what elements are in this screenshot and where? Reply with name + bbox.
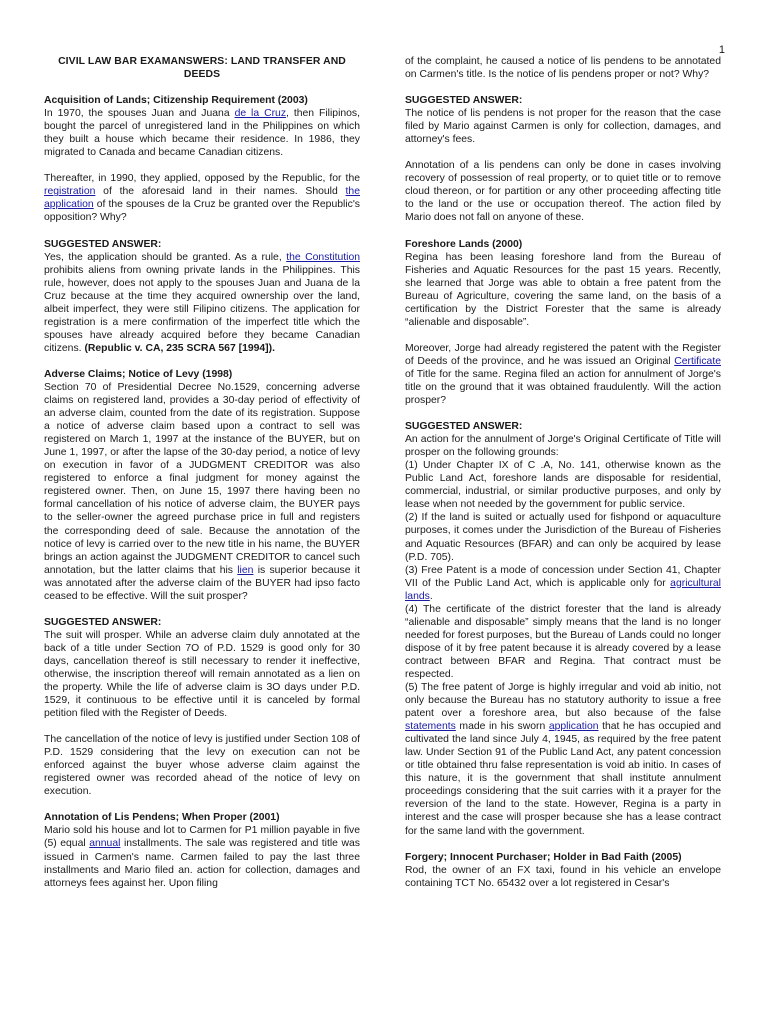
link-de-la-cruz[interactable]: de la Cruz bbox=[234, 108, 287, 120]
link-certificate[interactable]: Certificate bbox=[674, 355, 721, 367]
list-item: (3) Free Patent is a mode of concession under Section 41, Chapter VII of the Public Land Act, which is applicable only for agricultural lands. bbox=[405, 564, 721, 602]
link-statements[interactable]: statements bbox=[405, 721, 456, 733]
paragraph: In 1970, the spouses Juan and Juana de la Cruz, then Filipinos, bought the parcel of unregistered land in the Philippines on which they built a house which became their residence. In 1986, they migrated to Canada and became Canadian citizens. bbox=[44, 108, 361, 159]
paragraph: Moreover, Jorge had already registered the patent with the Register of Deeds of the province, and he was issued an Original Certificate of Title for the same. Regina filed an action for annulment of Jorge's title on the ground that it was obtained fraudulently. Will the action prosper? bbox=[405, 342, 721, 407]
answer-paragraph: The suit will prosper. While an adverse claim duly annotated at the back of a title under Section 7O of P.D. 1529 is good only for 30 days, cancellation thereof is still necessary to render it ineffective, otherwise, the inscription thereof will remain annotated as a lien on the property. While the life of adverse claim is 3O days under P.D. 1529, it continuous to be effective until it is canceled by formal petition filed with the Register of Deeds. bbox=[44, 629, 360, 720]
paragraph: Mario sold his house and lot to Carmen for P1 million payable in five (5) equal annual installments. The sale was registered and title was issued in Carmen's name. Carmen failed to pay the last three installments and Mario filed an. action for collection, damages and attorneys fees against her. Upon filing bbox=[44, 825, 360, 889]
answer-paragraph: Annotation of a lis pendens can only be done in cases involving recovery of possession of real property, or to quiet title or to remove cloud thereon, or for partition or any other proceeding affecting title to the land or the use or occupation thereof. The action filed by Mario does not fall on anyone of these. bbox=[405, 160, 721, 224]
suggested-answer-heading: SUGGESTED ANSWER: bbox=[44, 616, 162, 628]
section-heading-lis-pendens: Annotation of Lis Pendens; When Proper (2001) bbox=[44, 812, 280, 824]
section-heading-acquisition: Acquisition of Lands; Citizenship Requirement (2003) bbox=[44, 95, 308, 107]
page-number: 1 bbox=[718, 44, 725, 56]
list-item: (4) The certificate of the district forester that the land is already “alienable and disposable” simply means that the land is no longer needed for forest purposes, but the Bureau of Lands could no longer dispose of it by free patent because it is already covered by a lease contract between BFAR and Regina. That contract must be respected. bbox=[405, 603, 721, 680]
section-heading-adverse-claims: Adverse Claims; Notice of Levy (1998) bbox=[44, 368, 233, 380]
section-heading-foreshore-lands: Foreshore Lands (2000) bbox=[405, 238, 523, 250]
link-agricultural-lands[interactable]: agricultural lands bbox=[405, 577, 721, 602]
paragraph: Rod, the owner of an FX taxi, found in his vehicle an envelope containing TCT No. 65432 over a lot registered in Cesar's bbox=[405, 864, 721, 889]
link-annual[interactable]: annual bbox=[89, 838, 121, 850]
paragraph: Section 70 of Presidential Decree No.1529, concerning adverse claims on registered land, provides a 30-day period of effectivity of an adverse claim, counted from the date of its registration. Suppose a notice of adverse claim based upon a contract to sell was registered on March 1, 1997 at the instance of the BUYER, but on June 1, 1997, or after the lapse of the 30-day period, a notice of levy on execution in favor of a JUDGMENT CREDITOR was also registered to enforce a final judgment for money against the registered owner. Then, on June 15, 1997 there having been no formal cancellation of his notice of adverse claim, the BUYER pays to the seller-owner the agreed purchase price in full and registers the corresponding deed of sale. Because the annotation of the notice of levy is carried over to the new title in his name, the BUYER brings an action against the JUDGMENT CREDITOR to cancel such annotation, but the latter claims that his lien is superior because it was annotated after the adverse claim of the BUYER had ipso facto ceased to be effective. Will the suit prosper? bbox=[44, 381, 360, 602]
answer-paragraph: The cancellation of the notice of levy is justified under Section 108 of P.D. 1529 considering that the levy on execution can not be enforced against the buyer whose adverse claim against the registered owner was recorded ahead of the notice of levy on execution. bbox=[44, 734, 360, 798]
link-registration[interactable]: registration bbox=[44, 186, 96, 198]
suggested-answer-heading: SUGGESTED ANSWER: bbox=[405, 95, 523, 107]
paragraph: Regina has been leasing foreshore land from the Bureau of Fisheries and Aquatic Resources for the past 15 years. Recently, she learned that Jorge was able to obtain a free patent from the Bureau of Agriculture, covering the same land, on the basis of a certification by the District Forester that the same is already “alienable and disposable”. bbox=[405, 251, 721, 328]
case-citation: (Republic v. CA, 235 SCRA 567 [1994]). bbox=[84, 342, 275, 354]
list-item: (5) The free patent of Jorge is highly irregular and void ab initio, not only because the Bureau has no statutory authority to issue a free patent over a foreshore area, but also because of the false statements made in his sworn application that he has occupied and cultivated the land since July 4, 1945, as required by the free patent law. Under Section 91 of the Public Land Act, any patent concession or title obtained thru false representation is void ab initio. In cases of this nature, it is the government that shall institute annulment proceedings considering that the suit carries with it a prayer for the reversion of the land to the state. However, Regina is a party in interest and the case will prosper because she has a lease contract for the same land with the government. bbox=[405, 682, 721, 837]
answer-paragraph: Yes, the application should be granted. As a rule, the Constitution prohibits aliens from owning private lands in the Philippines. This rule, however, does not apply to the spouses Juan and Juana de la Cruz because at the time they acquired ownership over the land, albeit imperfect, they were still Filipino citizens. The application for registration is a mere confirmation of the imperfect title which the spouses have already acquired before they became Canadian citizens. (Republic v. CA, 235 SCRA 567 [1994]). bbox=[44, 251, 361, 354]
link-the-constitution[interactable]: the Constitution bbox=[286, 251, 361, 263]
left-column bbox=[44, 55, 360, 890]
link-lien[interactable]: lien bbox=[237, 564, 254, 576]
paragraph: of the complaint, he caused a notice of lis pendens to be annotated on Carmen's title. Is the notice of lis pendens proper or not? Why? bbox=[405, 56, 721, 81]
list-item: (1) Under Chapter IX of C .A, No. 141, otherwise known as the Public Land Act, foreshore lands are disposable for residential, commercial, industrial, or similar productive purposes, and only by lease when not needed by the government for public service. bbox=[405, 460, 721, 511]
suggested-answer-heading: SUGGESTED ANSWER: bbox=[44, 238, 162, 250]
suggested-answer-heading: SUGGESTED ANSWER: bbox=[405, 421, 523, 433]
link-the-application[interactable]: the application bbox=[44, 186, 360, 211]
document-title: CIVIL LAW BAR EXAMANSWERS: LAND TRANSFER AND DEEDS bbox=[58, 56, 346, 81]
right-column bbox=[405, 55, 721, 890]
link-application[interactable]: application bbox=[548, 721, 599, 733]
paragraph: Thereafter, in 1990, they applied, opposed by the Republic, for the registration of the aforesaid land in their names. Should the application of the spouses de la Cruz be granted over the Republic's opposition? Why? bbox=[44, 173, 360, 224]
answer-intro: An action for the annulment of Jorge's Original Certificate of Title will prosper on the following grounds: bbox=[405, 434, 721, 459]
section-heading-forgery: Forgery; Innocent Purchaser; Holder in Bad Faith (2005) bbox=[405, 851, 682, 863]
list-item: (2) If the land is suited or actually used for fishpond or aquaculture purposes, it comes under the Jurisdiction of the Bureau of Fisheries and Aquatic Resources (BFAR) and can only be acquired by lease (P.D. 705). bbox=[405, 512, 721, 563]
answer-paragraph: The notice of lis pendens is not proper for the reason that the case filed by Mario against Carmen is only for collection, damages, and attorney's fees. bbox=[405, 108, 721, 146]
